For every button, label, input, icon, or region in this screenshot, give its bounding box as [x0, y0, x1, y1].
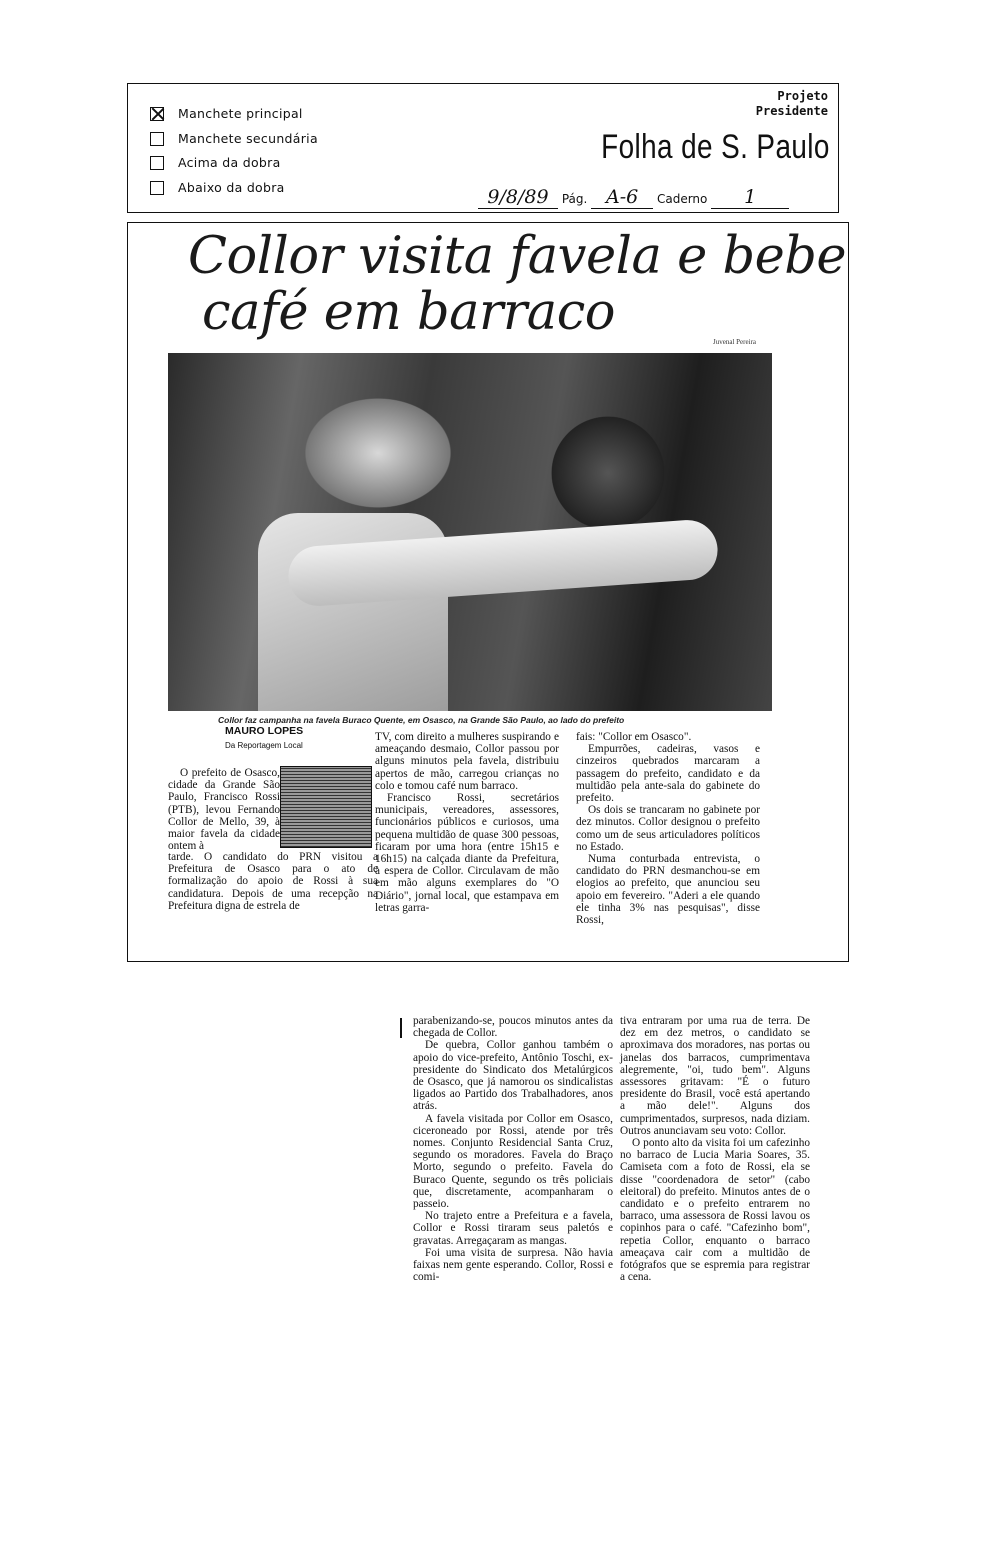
checkbox-icon[interactable] — [150, 181, 164, 195]
continuation-column-2 — [620, 1015, 810, 1283]
paragraph: fais: "Collor em Osasco". — [576, 731, 692, 743]
checkbox-icon[interactable] — [150, 156, 164, 170]
article-clipping — [127, 222, 849, 962]
option-manchete-principal[interactable] — [150, 106, 303, 121]
paragraph: O prefeito de Osasco, cidade da Grande São Paulo, Francisco Rossi (PTB), levou Fernando Collor de Mello, 39, à maior favela da cidade ontem à — [168, 767, 280, 853]
option-acima-da-dobra[interactable] — [150, 155, 281, 170]
thumbnail-photo — [280, 766, 372, 848]
paragraph: tarde. O candidato do PRN visitou a Prefeitura de Osasco para o ato de formalização do apoio de Rossi à sua candidatura. Depois de uma recepção na Prefeitura digna de estrela de — [168, 851, 378, 912]
column-rule — [400, 1018, 402, 1038]
photo-caption: Collor faz campanha na favela Buraco Quente, em Osasco, na Grande São Paulo, ao lado do prefeito — [218, 715, 625, 725]
column-1-bottom — [168, 851, 378, 912]
headline-line-1: Collor visita favela e bebe — [188, 227, 847, 286]
column-3 — [576, 731, 760, 926]
paragraph: A favela visitada por Collor em Osasco, cicerоneado por Rossi, atende por três nomes. Conjunto Residencial Santa Cruz, segundo os moradores. Favela do Braço Morto, segundo o prefeito. Favela do Buraco Quente, segundo os três policiais que, discretamente, acompanharam o passeio. — [413, 1112, 613, 1211]
headline-line-2: café em barraco — [202, 283, 615, 342]
paragraph: parabenizando-se, poucos minutos antes da chegada de Collor. — [413, 1015, 613, 1040]
column-1-top — [168, 767, 280, 852]
clipping-header — [127, 83, 839, 213]
continuation-column-1 — [413, 1015, 613, 1283]
caderno-value: 1 — [711, 186, 789, 209]
paragraph: Numa conturbada entrevista, o candidato do PRN desmanchou-se em elogios ao prefeito, que anunciou seu apoio em fevereiro. "Aderi a ele quando ele tinha 3% nas pesquisas", disse Rossi, — [576, 853, 760, 927]
page-value: A-6 — [591, 186, 653, 209]
paragraph: Empurrões, cadeiras, vasos e cinzeiros quebrados marcaram a passagem do prefeito, candidato e da multidão pela ante-sala do gabinete do prefeito. — [576, 743, 760, 805]
department: Da Reportagem Local — [225, 741, 303, 750]
option-label: Abaixo da dobra — [178, 180, 285, 195]
projeto-text: Projeto — [777, 89, 828, 103]
caderno-label: Caderno — [656, 192, 708, 206]
byline: MAURO LOPES — [225, 725, 304, 737]
dateline — [478, 186, 833, 209]
option-label: Manchete principal — [178, 106, 303, 121]
presidente-text: Presidente — [755, 104, 828, 118]
column-2 — [375, 731, 559, 914]
paragraph: TV, com direito a mulheres suspirando e ameaçando desmaio, Collor passou por alguns minutos pela favela, distribuiu apertos de mão, carregou crianças no colo e tomou café num barraco. — [375, 731, 559, 792]
paragraph: Foi uma visita de surpresa. Não havia faixas nem gente esperando. Collor, Rossi e comi- — [413, 1246, 613, 1284]
pag-label: Pág. — [561, 192, 588, 206]
project-label — [756, 89, 828, 119]
paragraph: O ponto alto da visita foi um cafezinho no barraco de Lucia Maria Soares, 35. Camiseta com a foto de Rossi, ela se disse "coordenadora de setor" (cabo eleitoral) do prefeito. Minutos antes de o candidato e o prefeito entrarem no barraco, uma assessora de Rossi lavou os copinhos para o café. "Cafezinho bom", repetia Collor, enquanto o barraco ameaçava cair com a multidão de fotógrafos que se espremia para registrar a cena. — [620, 1137, 810, 1284]
news-photo — [168, 353, 772, 711]
paragraph: De quebra, Collor ganhou também o apoio do vice-prefeito, Antônio Toschi, ex-presidente do Sindicato dos Metalúrgicos de Osasco, que já namorou os sindicalistas ligados ao Partido dos Trabalhadores, anos atrás. — [413, 1039, 613, 1113]
newspaper-masthead: Folha de S. Paulo — [601, 128, 830, 166]
photo-credit: Juvenal Pereira — [713, 338, 756, 346]
paragraph: tiva entraram por uma rua de terra. De dez em dez metros, o candidato se aproximava dos moradores, nas portas ou janelas dos barracos, cumprimentava alegremente, "oi, tudo bem". Alguns assessores gritavam: "É o futuro presidente do Brasil, você está apertando a mão dele!". Alguns dos cumprimentados, surpresos, nada diziam. Outros anunciavam seu voto: Collor. — [620, 1015, 810, 1137]
checkbox-checked-icon[interactable] — [150, 107, 164, 121]
option-abaixo-da-dobra[interactable] — [150, 180, 285, 195]
paragraph: Francisco Rossi, secretários municipais, vereadores, assessores, funcionários públicos e curiosos, uma pequena multidão de quase 300 pessoas, ficaram por uma hora (entre 15h15 e 16h15) na calçada diante da Prefeitura, à espera de Collor. Circulavam de mão em mão alguns exemplares do "O Diário", jornal local, que estampava em letras garra- — [375, 792, 559, 914]
paragraph: Os dois se trancaram no gabinete por dez minutos. Collor designou o prefeito como um de seus articuladores políticos no Estado. — [576, 804, 760, 853]
headline — [188, 229, 846, 341]
paragraph: No trajeto entre a Prefeitura e a favela, Collor e Rossi tiraram seus paletós e gravatas. Arregaçaram as mangas. — [413, 1210, 613, 1247]
option-label: Acima da dobra — [178, 155, 281, 170]
checkbox-icon[interactable] — [150, 132, 164, 146]
option-label: Manchete secundária — [178, 131, 318, 146]
date-value: 9/8/89 — [478, 186, 558, 209]
option-manchete-secundaria[interactable] — [150, 131, 318, 146]
